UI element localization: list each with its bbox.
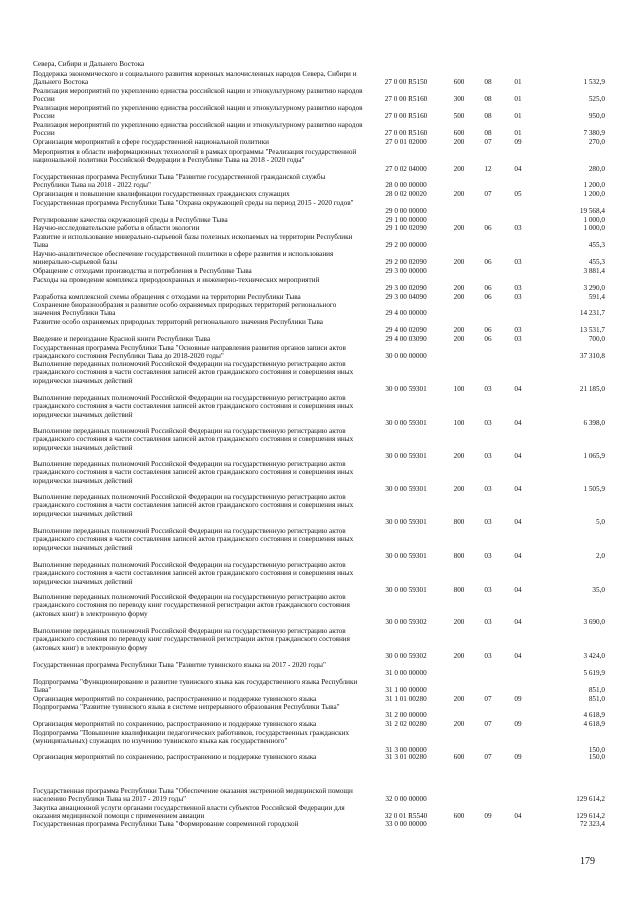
row-section: 07 — [484, 753, 492, 761]
row-csr-code: 27 0 02 04000 — [385, 164, 427, 173]
row-amount: 2,0 — [596, 551, 605, 560]
row-amount: 5 619,9 — [583, 669, 605, 678]
row-name: Государственная программа Республики Тыва "Развитие государственной гражданской службы Республики Тыва на 2018 - 2022 годы" — [33, 173, 326, 190]
row-csr-code: 27 0 00 R5160 — [384, 112, 428, 121]
row-name: Выполнение переданных полномочий Российской Федерации на государственную регистрацию актов гражданского состояния в части составления записей актов гражданского состояния и совершения иных юридически значимых действий — [33, 394, 354, 419]
row-expense-type: 200 — [453, 695, 465, 703]
row-subsection: 09 — [514, 695, 522, 703]
table-row — [0, 804, 640, 821]
row-amount: 4 618,9 — [583, 711, 605, 720]
row-amount: 13 531,7 — [579, 326, 605, 335]
row-csr-code: 29 2 00 02090 — [385, 258, 427, 267]
table-row — [0, 678, 640, 695]
row-csr-code: 29 4 00 03090 — [385, 335, 427, 343]
row-subsection: 01 — [514, 78, 522, 87]
table-row — [0, 224, 640, 233]
row-expense-type: 200 — [453, 720, 465, 728]
row-expense-type: 800 — [453, 585, 465, 594]
table-row — [0, 720, 640, 729]
row-section: 07 — [484, 695, 492, 703]
row-name: Реализация мероприятий по укреплению единства российской нации и этнокультурному развитию народов России — [33, 104, 363, 121]
table-row — [0, 627, 640, 661]
row-csr-code: 32 0 00 00000 — [385, 795, 427, 804]
row-subsection: 09 — [514, 720, 522, 728]
row-amount: 700,0 — [588, 335, 605, 343]
row-amount: 1 505,9 — [583, 484, 605, 493]
row-name: Развитие и использование минерально-сырьевой базы полезных ископаемых на территории Республики Тыва — [33, 233, 353, 250]
row-name: Организация мероприятий в сфере государственной национальной политики — [33, 138, 269, 146]
row-section: 06 — [484, 293, 492, 301]
table-row — [0, 695, 640, 703]
row-amount: 455,3 — [588, 258, 605, 267]
row-subsection: 03 — [514, 224, 522, 232]
row-csr-code: 27 0 01 02000 — [385, 138, 427, 146]
row-expense-type: 200 — [453, 164, 465, 173]
row-amount: 3 424,0 — [583, 651, 605, 660]
row-section: 08 — [484, 78, 492, 87]
row-amount: 591,4 — [588, 293, 605, 301]
table-row — [0, 173, 640, 190]
row-name: Закупка авиационной услуги органами государственной власти субъектов Российской Федерации для оказания медицинской помощи с применением авиации — [33, 804, 345, 821]
row-amount: 3 690,0 — [583, 617, 605, 626]
row-name: Расходы на проведение комплекса природоохранных и инженерно-технических мероприятий — [33, 276, 320, 284]
row-amount: 5,0 — [596, 517, 605, 526]
row-csr-code: 30 0 00 59301 — [385, 551, 427, 560]
row-csr-code: 27 0 00 R5160 — [384, 95, 428, 104]
row-section: 06 — [484, 284, 492, 293]
row-name: Организация мероприятий по сохранению, распространению и поддержке тувинского языка — [33, 720, 317, 728]
row-csr-code: 30 0 00 59301 — [385, 484, 427, 493]
row-csr-code: 32 0 01 R5540 — [384, 812, 428, 821]
row-name: Выполнение переданных полномочий Российской Федерации на государственную регистрацию актов гражданского состояния в части составления записей актов гражданского состояния и совершения иных юридически значимых действий — [33, 527, 354, 552]
row-subsection: 09 — [514, 753, 522, 761]
row-csr-code: 28 0 02 00020 — [385, 190, 427, 198]
table-row — [0, 216, 640, 224]
table-row — [0, 344, 640, 360]
row-amount: 7 380,9 — [583, 129, 605, 138]
row-name: Выполнение переданных полномочий Российской Федерации на государственную регистрацию актов гражданского состояния в части составления записей актов гражданского состояния и совершения иных юридически значимых действий — [33, 460, 354, 485]
row-csr-code: 29 3 00 04090 — [385, 293, 427, 301]
row-name: Подпрограмма "Функционирование и развитие тувинского языка как государственного языка Республики Тыва" — [33, 678, 358, 695]
table-row — [0, 148, 640, 173]
row-subsection: 01 — [514, 112, 522, 121]
row-expense-type: 800 — [453, 551, 465, 560]
row-name: Обращение с отходами производства и потребления в Республике Тыва — [33, 267, 252, 275]
row-name: Выполнение переданных полномочий Российской Федерации на государственную регистрацию актов гражданского состояния по переводу книг государственной регистрации актов гражданского состояния (актовых книг) в электронную форму — [33, 627, 350, 652]
row-amount: 150,0 — [588, 753, 605, 761]
row-section: 12 — [484, 164, 492, 173]
row-csr-code: 31 0 00 00000 — [385, 669, 427, 678]
row-amount: 3 881,4 — [583, 267, 605, 275]
table-row — [0, 561, 640, 593]
row-csr-code: 29 2 00 00000 — [385, 241, 427, 250]
row-csr-code: 31 1 00 00000 — [385, 686, 427, 695]
row-csr-code: 31 2 02 00280 — [385, 720, 427, 728]
row-csr-code: 30 0 00 00000 — [385, 352, 427, 361]
row-subsection: 04 — [514, 651, 522, 660]
row-csr-code: 33 0 00 00000 — [385, 820, 427, 828]
table-row — [0, 276, 640, 293]
table-row — [0, 250, 640, 267]
table-row — [0, 593, 640, 627]
table-row — [0, 138, 640, 148]
row-expense-type: 600 — [453, 129, 465, 138]
row-expense-type: 200 — [453, 484, 465, 493]
row-name: Разработка комплексной схемы обращения с отходами на территории Республики Тыва — [33, 293, 301, 301]
row-name: Научно-исследовательские работы в области экологии — [33, 224, 200, 232]
row-name: Мероприятия в области информационных технологий в рамках программы "Реализация государственной национальной политики Российской Федерации в Республике Тыва на 2018 - 2020 годы" — [33, 148, 357, 165]
row-amount: 455,3 — [588, 241, 605, 250]
row-name: Реализация мероприятий по укреплению единства российской нации и этнокультурному развитию народов России — [33, 121, 363, 138]
table-row — [0, 121, 640, 138]
table-row — [0, 60, 640, 70]
row-section: 06 — [484, 326, 492, 335]
row-name: Выполнение переданных полномочий Российской Федерации на государственную регистрацию актов гражданского состояния в части составления записей актов гражданского состояния и совершения иных юридически значимых действий — [33, 427, 354, 452]
row-section: 07 — [484, 190, 492, 198]
row-csr-code: 30 0 00 59301 — [385, 451, 427, 460]
row-amount: 129 614,2 — [576, 795, 605, 804]
row-csr-code: 29 3 00 00000 — [385, 267, 427, 275]
table-row — [0, 199, 640, 216]
row-subsection: 04 — [514, 164, 522, 173]
row-csr-code: 30 0 00 59301 — [385, 585, 427, 594]
row-subsection: 03 — [514, 284, 522, 293]
row-amount: 1 000,0 — [583, 224, 605, 232]
table-row — [0, 104, 640, 121]
row-name: Государственная программа Республики Тыва "Основные направления развития органов записи актов гражданского состояния Республики Тыва до 2018-2020 годы" — [33, 344, 346, 361]
row-amount: 6 398,0 — [583, 418, 605, 427]
row-section: 07 — [484, 138, 492, 146]
row-amount: 14 231,7 — [579, 309, 605, 318]
table-row — [0, 190, 640, 199]
row-subsection: 01 — [514, 95, 522, 104]
row-expense-type: 100 — [453, 384, 465, 393]
row-subsection: 04 — [514, 812, 522, 821]
row-section: 06 — [484, 335, 492, 343]
row-amount: 270,0 — [588, 138, 605, 146]
row-name: Реализация мероприятий по укреплению единства российской нации и этнокультурному развитию народов России — [33, 87, 363, 104]
row-csr-code: 29 1 00 00000 — [385, 216, 427, 224]
row-section: 03 — [484, 551, 492, 560]
row-section: 03 — [484, 651, 492, 660]
row-csr-code: 31 2 00 00000 — [385, 711, 427, 720]
row-name: Севера, Сибири и Дальнего Востока — [33, 60, 145, 68]
row-csr-code: 31 3 01 00280 — [385, 753, 427, 761]
row-subsection: 03 — [514, 293, 522, 301]
row-subsection: 04 — [514, 617, 522, 626]
row-amount: 72 323,4 — [579, 820, 605, 828]
row-amount: 1 065,9 — [583, 451, 605, 460]
table-row — [0, 293, 640, 301]
row-csr-code: 30 0 00 59301 — [385, 517, 427, 526]
row-expense-type: 600 — [453, 812, 465, 821]
row-expense-type: 200 — [453, 335, 465, 343]
row-name: Введение и переиздание Красной книги Республики Тыва — [33, 335, 211, 343]
row-name: Подпрограмма "Развитие тувинского языка в системе непрерывного образования Республики Тыва" — [33, 703, 340, 711]
row-csr-code: 30 0 00 59301 — [385, 418, 427, 427]
row-name: Государственная программа Республики Тыва "Обеспечение оказания экстренной медицинской помощи населению Республики Тыва на 2017 - 2019 годы" — [33, 787, 353, 804]
row-expense-type: 100 — [453, 418, 465, 427]
row-csr-code: 30 0 00 59302 — [385, 651, 427, 660]
row-amount: 525,0 — [588, 95, 605, 104]
row-subsection: 01 — [514, 129, 522, 138]
table-row — [0, 703, 640, 720]
row-subsection: 04 — [514, 551, 522, 560]
row-amount: 950,0 — [588, 112, 605, 121]
row-expense-type: 600 — [453, 753, 465, 761]
row-csr-code: 30 0 00 59302 — [385, 617, 427, 626]
row-expense-type: 200 — [453, 138, 465, 146]
row-section: 08 — [484, 112, 492, 121]
row-subsection: 04 — [514, 384, 522, 393]
row-amount: 35,0 — [592, 585, 605, 594]
row-expense-type: 200 — [453, 617, 465, 626]
row-subsection: 05 — [514, 190, 522, 198]
row-amount: 129 614,2 — [576, 812, 605, 821]
table-row — [0, 753, 640, 763]
row-csr-code: 31 3 00 00000 — [385, 745, 427, 754]
page-number: 179 — [580, 856, 595, 867]
row-csr-code: 27 0 00 R5160 — [384, 129, 428, 138]
row-section: 03 — [484, 517, 492, 526]
row-section: 03 — [484, 451, 492, 460]
row-name: Научно-аналитическое обеспечение государственной политики в сфере развития и использования минерально-сырьевой базы — [33, 250, 334, 267]
table-row — [0, 360, 640, 394]
row-amount: 1 200,0 — [583, 181, 605, 190]
row-subsection: 04 — [514, 484, 522, 493]
table-row — [0, 394, 640, 427]
row-name: Выполнение переданных полномочий Российской Федерации на государственную регистрацию актов гражданского состояния в части составления записей актов гражданского состояния и совершения иных юридически значимых действий — [33, 360, 354, 385]
row-expense-type: 200 — [453, 224, 465, 232]
row-name: Подпрограмма "Повышение квалификации педагогических работников, государственных гражданских (муниципальных) служащих по изучению тувинского языка как государственного" — [33, 729, 350, 746]
row-amount: 3 290,0 — [583, 284, 605, 293]
row-expense-type: 200 — [453, 258, 465, 267]
row-amount: 21 185,0 — [579, 384, 605, 393]
row-expense-type: 200 — [453, 651, 465, 660]
row-subsection: 04 — [514, 517, 522, 526]
row-amount: 4 618,9 — [583, 720, 605, 728]
row-section: 08 — [484, 129, 492, 138]
table-row — [0, 493, 640, 527]
row-section: 03 — [484, 617, 492, 626]
row-csr-code: 27 0 00 R5150 — [384, 78, 428, 87]
table-row — [0, 661, 640, 678]
row-expense-type: 800 — [453, 517, 465, 526]
row-name: Государственная программа Республики Тыва "Охрана окружающей среды на период 2015 - 2020 годов" — [33, 199, 354, 207]
row-subsection: 03 — [514, 258, 522, 267]
table-row — [0, 527, 640, 561]
row-expense-type: 300 — [453, 95, 465, 104]
row-csr-code: 29 4 00 00000 — [385, 309, 427, 318]
row-name: Поддержка экономического и социального развития коренных малочисленных народов Севера, Сибири и Дальнего Востока — [33, 70, 357, 87]
row-csr-code: 28 0 00 00000 — [385, 181, 427, 190]
row-expense-type: 200 — [453, 293, 465, 301]
row-csr-code: 29 1 00 02090 — [385, 224, 427, 232]
table-row — [0, 729, 640, 753]
row-section: 03 — [484, 585, 492, 594]
table-row — [0, 318, 640, 335]
row-name: Регулирование качества окружающей среды в Республике Тыва — [33, 216, 228, 224]
row-section: 03 — [484, 484, 492, 493]
table-row — [0, 233, 640, 250]
row-subsection: 03 — [514, 335, 522, 343]
row-csr-code: 30 0 00 59301 — [385, 384, 427, 393]
row-amount: 280,0 — [588, 164, 605, 173]
table-row — [0, 787, 640, 804]
table-row — [0, 87, 640, 104]
row-amount: 37 310,8 — [579, 352, 605, 361]
row-section: 09 — [484, 812, 492, 821]
row-name: Организация мероприятий по сохранению, распространению и поддержке тувинского языка — [33, 695, 317, 703]
row-expense-type: 500 — [453, 112, 465, 121]
row-amount: 1 200,0 — [583, 190, 605, 198]
row-amount: 851,0 — [588, 686, 605, 695]
row-expense-type: 200 — [453, 284, 465, 293]
row-expense-type: 200 — [453, 326, 465, 335]
row-amount: 19 568,4 — [579, 207, 605, 216]
row-section: 03 — [484, 418, 492, 427]
row-amount: 851,0 — [588, 695, 605, 703]
row-section: 07 — [484, 720, 492, 728]
row-subsection: 04 — [514, 451, 522, 460]
row-section: 03 — [484, 384, 492, 393]
row-csr-code: 29 3 00 02090 — [385, 284, 427, 293]
row-section: 06 — [484, 258, 492, 267]
row-csr-code: 29 0 00 00000 — [385, 207, 427, 216]
row-csr-code: 29 4 00 02090 — [385, 326, 427, 335]
row-subsection: 09 — [514, 138, 522, 146]
table-row — [0, 267, 640, 276]
row-section: 08 — [484, 95, 492, 104]
table-row — [0, 335, 640, 344]
row-name: Выполнение переданных полномочий Российской Федерации на государственную регистрацию актов гражданского состояния в части составления записей актов гражданского состояния и совершения иных юридически значимых действий — [33, 493, 354, 518]
row-expense-type: 600 — [453, 78, 465, 87]
row-amount: 150,0 — [588, 745, 605, 754]
row-name: Сохранение биоразнообразия и развитие особо охраняемых природных территорий регионального значения Республики Тыва — [33, 301, 337, 318]
row-subsection: 04 — [514, 418, 522, 427]
row-csr-code: 31 1 01 00280 — [385, 695, 427, 703]
table-row — [0, 70, 640, 87]
row-name: Организация мероприятий по сохранению, распространению и поддержке тувинского языка — [33, 753, 317, 761]
row-name: Государственная программа Республики Тыва "Формирование современной городской — [33, 820, 299, 828]
row-name: Организация и повышение квалификации государственных гражданских служащих — [33, 190, 290, 198]
row-expense-type: 200 — [453, 451, 465, 460]
row-amount: 1 000,0 — [583, 216, 605, 224]
table-row — [0, 427, 640, 460]
row-name: Государственная программа Республики Тыва "Развитие тувинского языка на 2017 - 2020 годы" — [33, 661, 326, 669]
row-section: 06 — [484, 224, 492, 232]
row-name: Выполнение переданных полномочий Российской Федерации на государственную регистрацию актов гражданского состояния по переводу книг государственной регистрации актов гражданского состояния (актовых книг) в электронную форму — [33, 593, 350, 618]
row-subsection: 03 — [514, 326, 522, 335]
row-name: Выполнение переданных полномочий Российской Федерации на государственную регистрацию актов гражданского состояния в части составления записей актов гражданского состояния и совершения иных юридически значимых действий — [33, 561, 354, 586]
table-row — [0, 460, 640, 493]
row-expense-type: 200 — [453, 190, 465, 198]
row-name: Развитие особо охраняемых природных территорий регионального значения Республики Тыва — [33, 318, 323, 326]
row-subsection: 04 — [514, 585, 522, 594]
table-row — [0, 301, 640, 318]
table-row — [0, 820, 640, 830]
row-amount: 1 532,9 — [583, 78, 605, 87]
